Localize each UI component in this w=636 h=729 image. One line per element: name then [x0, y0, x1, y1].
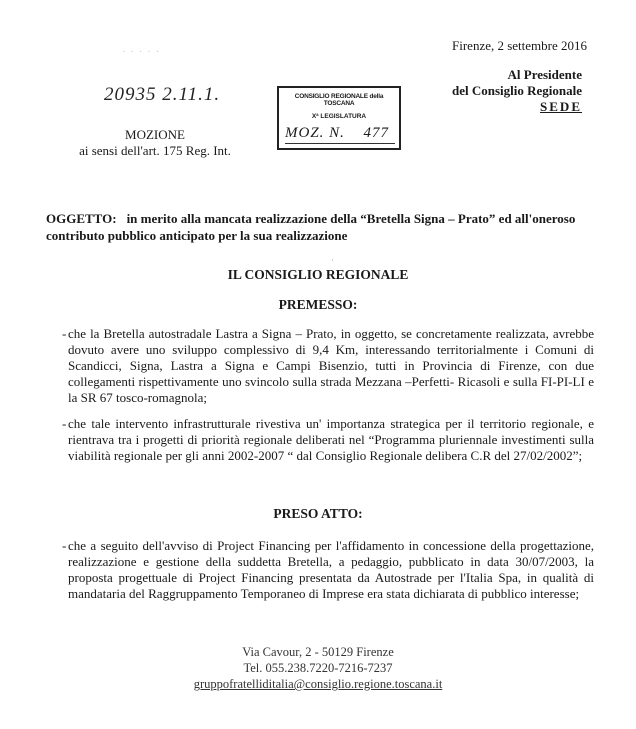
subject-label: OGGETTO: [46, 211, 117, 226]
footer-email: gruppofratelliditalia@consiglio.regione.toscana.it [193, 677, 443, 691]
recipient-block [452, 67, 582, 115]
stamp-motion-prefix: MOZ. N. [285, 125, 345, 141]
motion-regulation-reference: ai sensi dell'art. 175 Reg. Int. [79, 143, 231, 158]
council-heading: IL CONSIGLIO REGIONALE [227, 267, 409, 282]
list-bullet: - [62, 326, 67, 341]
preso-atto-item-1: che a seguito dell'avviso di Project Financing per l'affidamento in concessione della progettazione, realizzazione e gestione della suddetta Bretella, a pedaggio, pubblicato in data 30/07/2003, la proposta progettuale di Project Financing presentata da Autostrade per l'Italia Spa, in qualità di mandataria del Raggruppamento Temporaneo di Imprese era stata dichiarata di pubblico interesse; [68, 538, 594, 601]
stamp-motion-number [285, 125, 395, 144]
premesso-heading: PREMESSO: [278, 297, 358, 312]
list-bullet: - [62, 416, 67, 431]
stamp-motion-value: 477 [363, 125, 389, 141]
recipient-seat: SEDE [540, 99, 582, 114]
scan-speck: · [331, 255, 334, 265]
subject-paragraph [46, 210, 594, 244]
motion-label-block [70, 127, 240, 159]
recipient-council: del Consiglio Regionale [451, 83, 582, 98]
faded-mark: · · · · · [122, 46, 161, 58]
list-bullet: - [62, 538, 67, 553]
premesso-item-1: che la Bretella autostradale Lastra a Signa – Prato, in oggetto, se concretamente realizzata, avrebbe dovuto avere uno sviluppo complessivo di 9,4 Km, interessando territorialmente i Comuni di Scandicci, Signa, Lastra a Signa e Campi Bisenzio, tutti in Provincia di Firenze, con due collegamenti rispettivamente uno svincolo sulla strada Mezzana –Perfetti- Ricasoli e sulla FI-PI-LI e la SR 67 tosco-romagnola; [68, 326, 594, 405]
footer-phone: Tel. 055.238.7220-7216-7237 [243, 661, 393, 675]
registration-stamp [277, 86, 401, 150]
footer-address: Via Cavour, 2 - 50129 Firenze [242, 645, 394, 659]
document-date: Firenze, 2 settembre 2016 [452, 38, 588, 53]
subject-text: in merito alla mancata realizzazione della “Bretella Signa – Prato” ed all'oneroso contributo pubblico anticipato per la sua realizzazione [46, 211, 576, 243]
premesso-item-2: che tale intervento infrastrutturale rivestiva un' importanza strategica per il territorio regionale, e rientrava tra i progetti di priorità regionale deliberati nel “Programma pluriennale investimenti sulla viabilità regionale per gli anni 2002-2007 “ dal Consiglio Regionale delibera C.R del 27/02/2002”; [68, 416, 594, 463]
motion-title: MOZIONE [125, 127, 185, 142]
stamp-legislature: Xª LEGISLATURA [311, 113, 367, 120]
stamp-council-name: CONSIGLIO REGIONALE della TOSCANA [294, 93, 384, 107]
recipient-title: Al Presidente [507, 67, 582, 82]
preso-atto-heading: PRESO ATTO: [273, 506, 363, 521]
handwritten-protocol-number: 20935 2.11.1. [104, 84, 221, 105]
